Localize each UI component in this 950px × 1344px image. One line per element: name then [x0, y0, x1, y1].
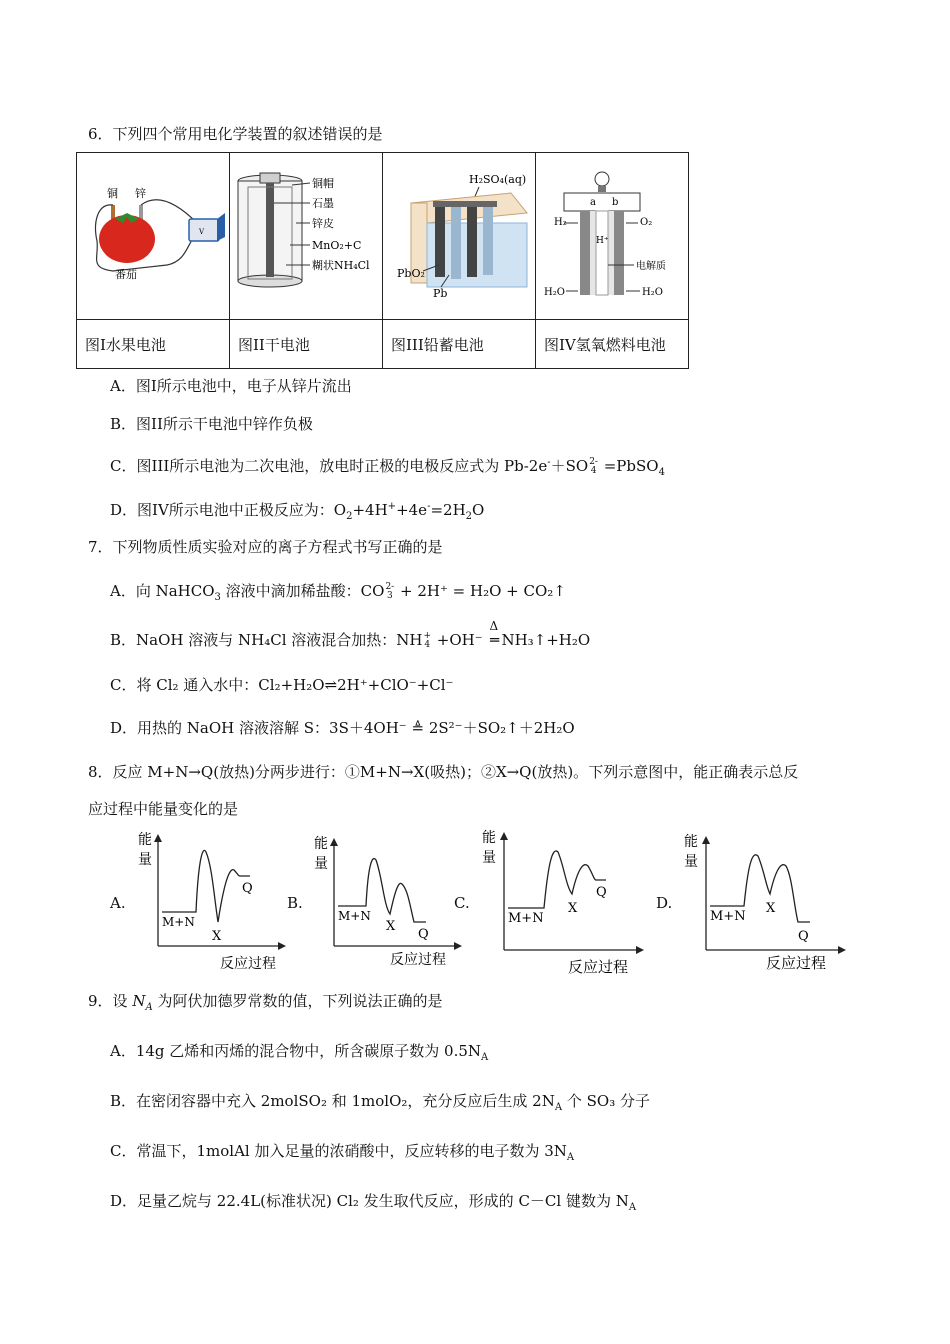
svg-text:Q: Q	[596, 885, 607, 900]
fig3-caption: 图III铅蓄电池	[383, 320, 536, 369]
fig2-label-4: 糊状NH₄Cl	[312, 259, 370, 272]
svg-text:X: X	[212, 929, 222, 944]
svg-text:X: X	[766, 901, 776, 916]
fig4-b-label: b	[612, 197, 619, 208]
q7-option-b: B．NaOH 溶液与 NH₄Cl 溶液混合加热：NH + 4 +OH⁻ Δ ═ NH₃↑+H₂O	[110, 619, 591, 650]
fig4-h2-label: H₂	[554, 217, 567, 228]
fig2-label-1: 石墨	[312, 197, 334, 210]
q8-option-d-label: D.	[656, 894, 673, 912]
svg-text:X: X	[568, 901, 578, 916]
fig2-label-3: MnO₂+C	[312, 239, 362, 252]
fig3-lead-battery	[383, 153, 536, 320]
fig2-caption: 图II干电池	[230, 320, 383, 369]
svg-text:M+N: M+N	[162, 915, 195, 929]
fig2-dry-battery	[230, 153, 383, 320]
q8-stem-line2: 应过程中能量变化的是	[88, 800, 239, 818]
q6-option-d: D．图IV所示电池中正极反应为：$O_2+4H^++4e^-=2H_2O$	[110, 501, 485, 522]
q6-option-a: A．图I所示电池中，电子从锌片流出	[110, 377, 352, 395]
q8-diagram-a	[134, 826, 294, 976]
fig4-fuel-cell	[536, 153, 689, 320]
fig4-electrolyte-label: 电解质	[636, 261, 666, 272]
svg-text:能: 能	[314, 836, 328, 852]
svg-text:反应过程: 反应过程	[568, 958, 629, 976]
fig4-a-label: a	[590, 197, 596, 208]
q6-device-table	[76, 152, 689, 369]
fig2-label-0: 铜帽	[312, 177, 334, 190]
fig4-hplus-label: H⁺	[596, 236, 609, 246]
svg-text:M+N: M+N	[338, 909, 371, 923]
fig3-pb-label: Pb	[433, 287, 448, 300]
svg-text:M+N: M+N	[508, 911, 544, 926]
fig4-h2o-left-label: H₂O	[544, 287, 565, 298]
svg-text:Q: Q	[798, 929, 809, 944]
svg-text:X: X	[386, 919, 396, 934]
svg-text:量: 量	[482, 850, 496, 866]
q6-option-c: C．图III所示电池为二次电池，放电时正极的电极反应式为 Pb-2e-＋SO 2- 4 =PbSO$_4$	[110, 457, 665, 478]
q6-stem: 6．下列四个常用电化学装置的叙述错误的是	[88, 125, 383, 143]
q9-option-b: B．在密闭容器中充入 2molSO₂ 和 1molO₂，充分反应后生成 $2N_A$ 个 SO₃ 分子	[110, 1092, 650, 1113]
q8-diagram-d	[680, 826, 860, 976]
fig1-fruit-battery	[77, 153, 230, 320]
fig3-acid-label: H₂SO₄(aq)	[469, 173, 527, 186]
q8-option-c-label: C.	[454, 894, 470, 912]
q6-option-b: B．图II所示干电池中锌作负极	[110, 415, 313, 433]
q8-option-a-label: A.	[110, 894, 126, 912]
q7-option-d: D．用热的 NaOH 溶液溶解 S：3S＋4OH⁻ ≜ 2S²⁻＋SO₂↑＋2H₂O	[110, 719, 575, 737]
svg-text:Q: Q	[418, 927, 429, 942]
q9-stem: 9．设 $N_A$ 为阿伏加德罗常数的值，下列说法正确的是	[88, 992, 443, 1013]
svg-text:能: 能	[482, 830, 496, 846]
svg-text:反应过程: 反应过程	[220, 956, 276, 972]
q8-stem-line1: 8．反应 M+N→Q(放热)分两步进行：①M+N→X(吸热)；②X→Q(放热)。下列示意图中，能正确表示总反	[88, 763, 799, 781]
fig1-zn-label: 锌	[135, 187, 146, 200]
q7-option-a: A．向 NaHCO$_3$ 溶液中滴加稀盐酸：CO 2- 3 + 2H⁺ = H₂O + CO₂↑	[110, 582, 566, 603]
svg-text:M+N: M+N	[710, 909, 746, 924]
svg-text:量: 量	[314, 856, 328, 872]
fig1-cu-label: 铜	[107, 187, 118, 200]
svg-text:反应过程: 反应过程	[766, 954, 827, 972]
fig3-pbo2-label: PbO₂	[397, 267, 425, 280]
svg-text:量: 量	[684, 854, 698, 870]
q9-option-c: C．常温下，1molAl 加入足量的浓硝酸中，反应转移的电子数为 $3N_A$	[110, 1142, 575, 1163]
tomato-icon	[99, 215, 155, 263]
svg-text:Q: Q	[242, 881, 253, 896]
fig1-meter-label: V	[199, 228, 205, 236]
svg-text:反应过程: 反应过程	[390, 952, 446, 968]
fig2-label-2: 锌皮	[312, 217, 334, 230]
q7-option-c: C．将 Cl₂ 通入水中：Cl₂+H₂O⇌2H⁺+ClO⁻+Cl⁻	[110, 676, 454, 694]
q7-stem: 7．下列物质性质实验对应的离子方程式书写正确的是	[88, 538, 443, 556]
q9-option-d: D．足量乙烷与 22.4L(标准状况) Cl₂ 发生取代反应，形成的 C－Cl 键数为 $N_A$	[110, 1192, 637, 1213]
svg-text:能: 能	[138, 832, 152, 848]
svg-text:能: 能	[684, 834, 698, 850]
fig4-caption: 图IV氢氧燃料电池	[536, 320, 689, 369]
svg-text:量: 量	[138, 852, 152, 868]
q9-option-a: A．14g 乙烯和丙烯的混合物中，所含碳原子数为 $0.5N_A$	[110, 1042, 489, 1063]
fig1-tomato-label: 番茄	[115, 268, 137, 281]
bulb-icon	[595, 172, 609, 186]
fig4-o2-label: O₂	[640, 217, 653, 228]
fig1-caption: 图I水果电池	[77, 320, 230, 369]
q8-diagram-c	[478, 826, 658, 976]
q8-diagram-b	[310, 826, 470, 976]
q8-option-b-label: B.	[287, 894, 303, 912]
fig4-h2o-right-label: H₂O	[642, 287, 663, 298]
